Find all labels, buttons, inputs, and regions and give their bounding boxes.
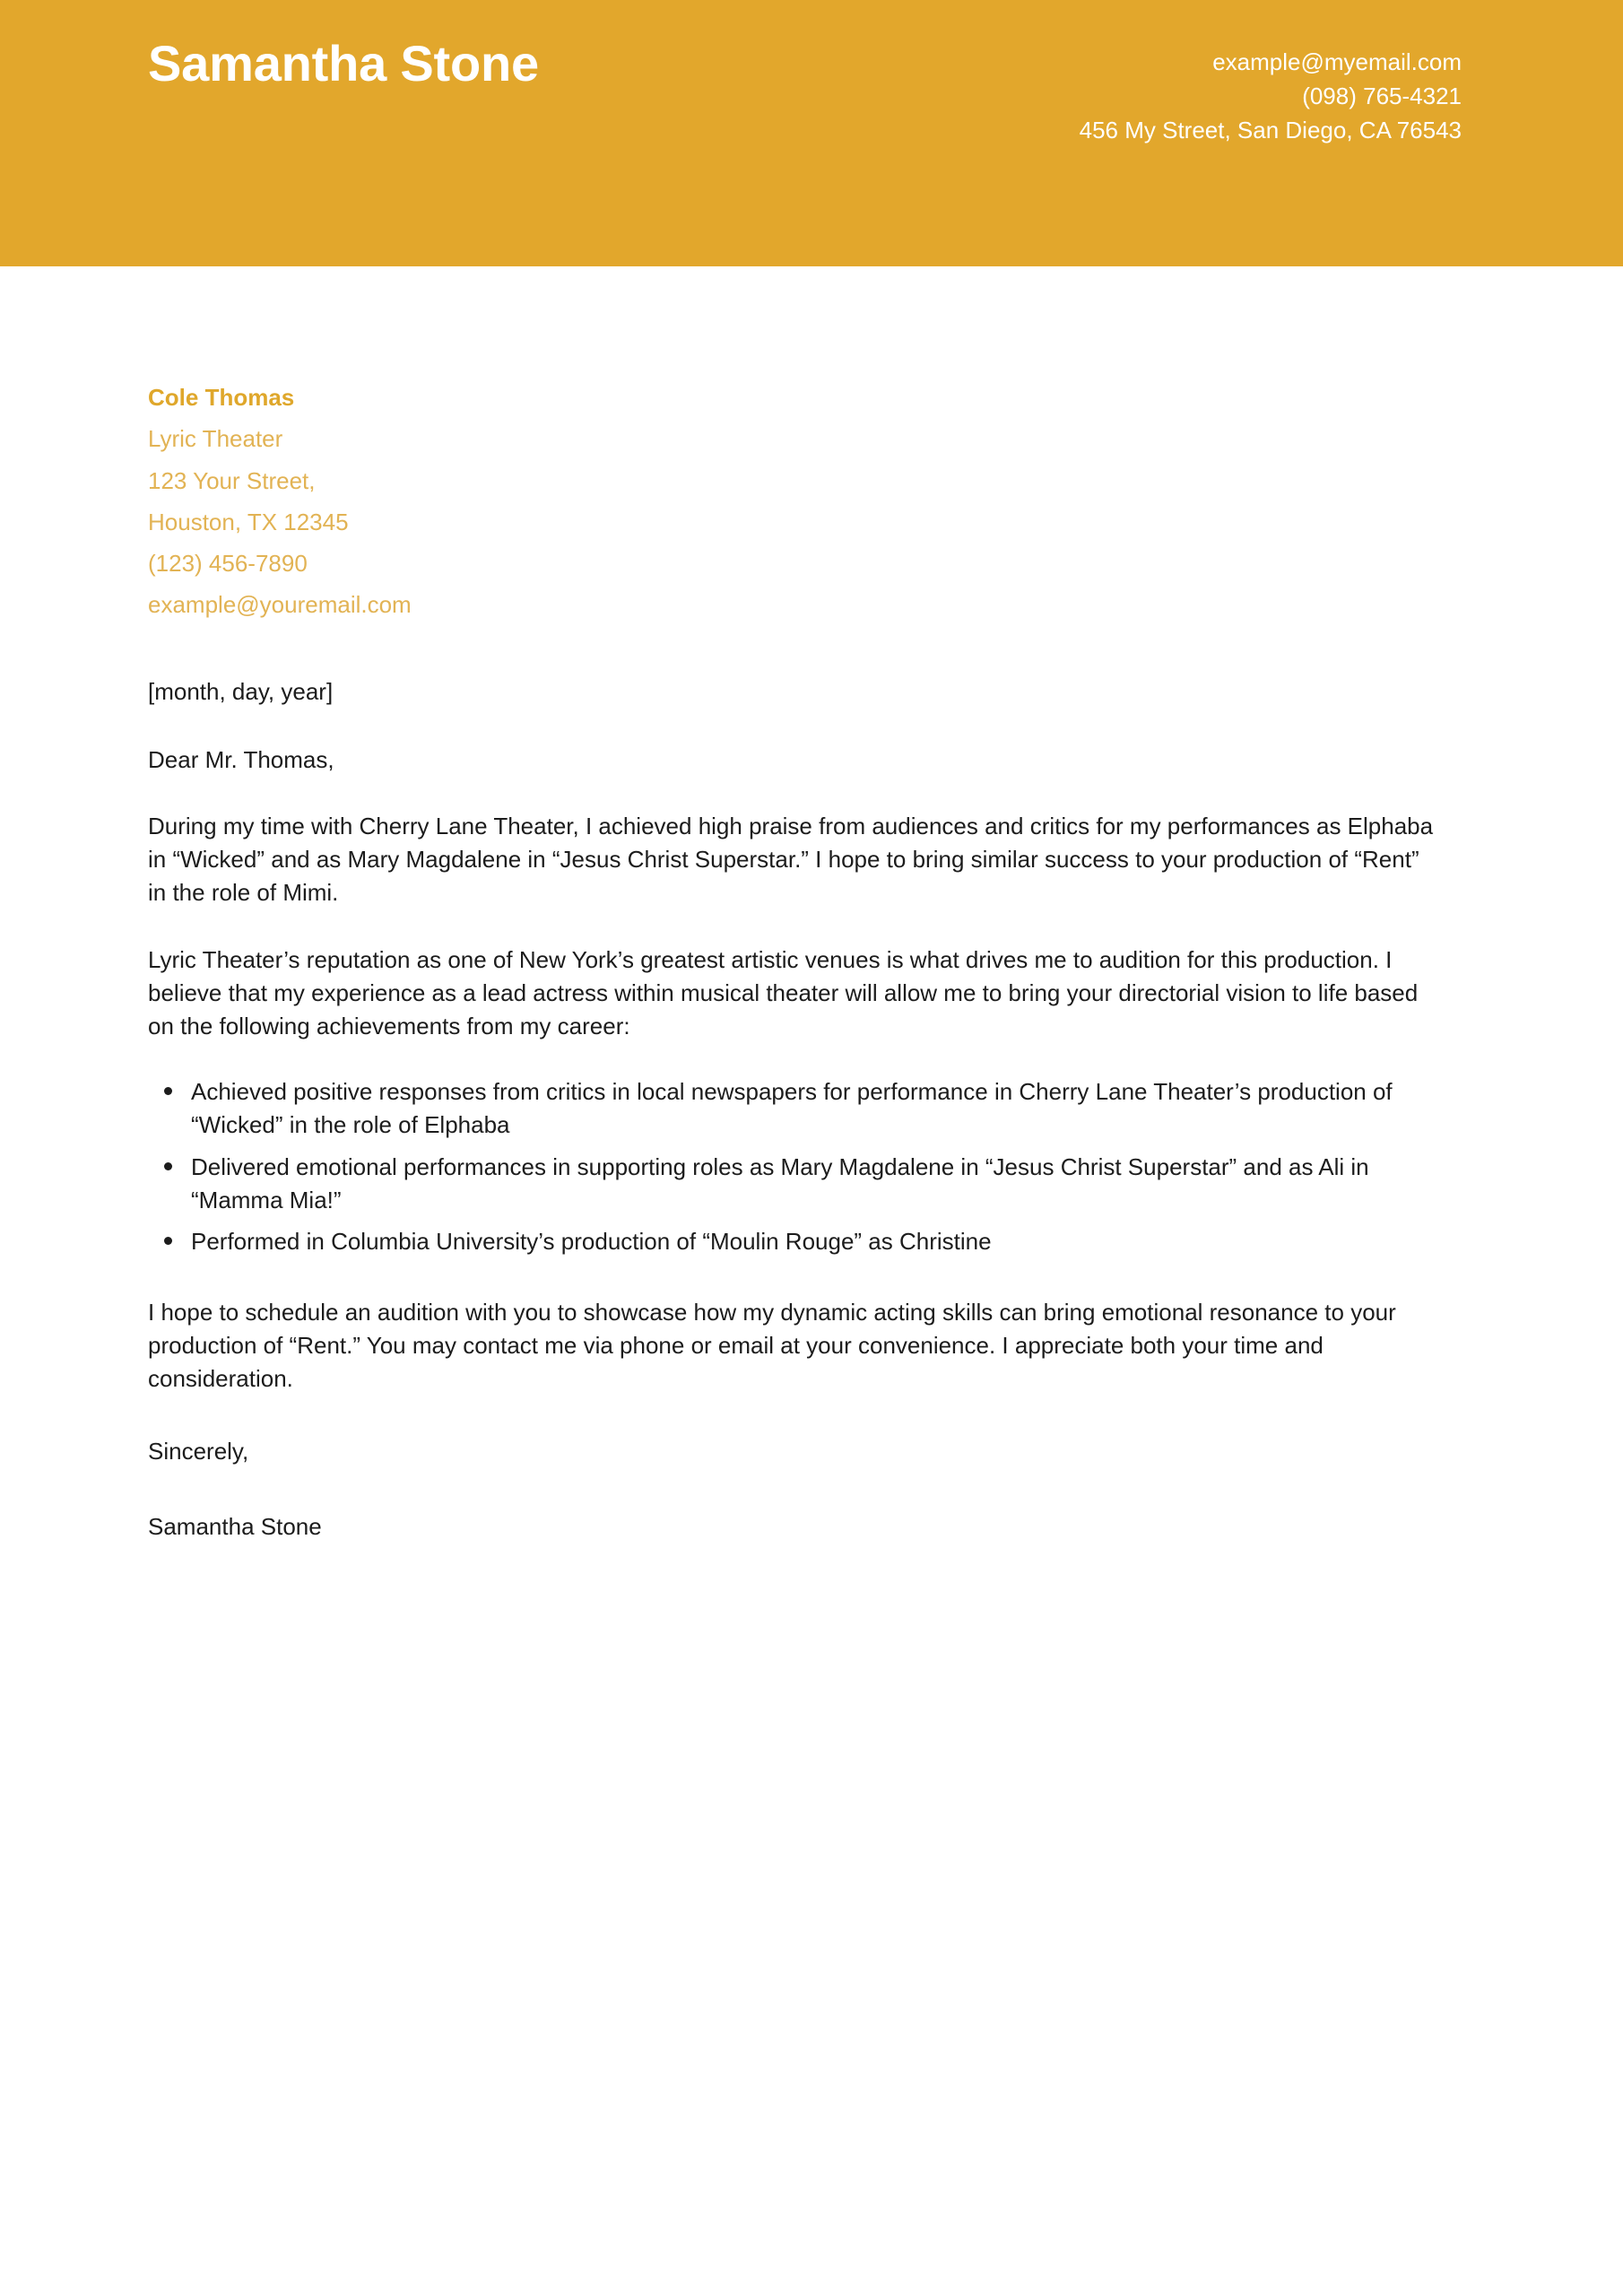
body-paragraph-2: Lyric Theater’s reputation as one of New York’s greatest artistic venues is what drives me to audition for this production. I believe that my experience as a lead actress within musical theater will allow me to bring your directorial vision to life based on the following achievements from my career: bbox=[148, 946, 1419, 1039]
achievement-text: Performed in Columbia University’s production of “Moulin Rouge” as Christine bbox=[191, 1228, 992, 1256]
closing-paragraph: I hope to schedule an audition with you to showcase how my dynamic acting skills can bring emotional resonance to your production of “Rent.” You may contact me via phone or email at your convenience. I appreciate both your time and consideration. bbox=[148, 1299, 1396, 1393]
letter-body bbox=[148, 377, 1441, 1544]
list-item bbox=[148, 1151, 1441, 1217]
recipient-address-block bbox=[148, 377, 1441, 626]
bullet-icon bbox=[164, 1162, 172, 1170]
letterhead-banner bbox=[0, 0, 1623, 266]
sender-email: example@myemail.com bbox=[1212, 48, 1462, 75]
list-item bbox=[148, 1225, 1441, 1258]
recipient-city-state-zip: Houston, TX 12345 bbox=[148, 508, 349, 535]
bullet-icon bbox=[164, 1237, 172, 1245]
recipient-email: example@youremail.com bbox=[148, 591, 412, 619]
letterhead-content bbox=[148, 35, 1462, 148]
achievements-list bbox=[148, 1075, 1441, 1259]
sender-name: Samantha Stone bbox=[148, 35, 539, 91]
recipient-street: 123 Your Street, bbox=[148, 466, 316, 494]
signature-name: Samantha Stone bbox=[148, 1513, 322, 1541]
achievement-text: Delivered emotional performances in supporting roles as Mary Magdalene in “Jesus Christ Superstar” and as Ali in “Mamma Mia!” bbox=[191, 1152, 1369, 1213]
recipient-organization: Lyric Theater bbox=[148, 425, 283, 453]
list-item bbox=[148, 1075, 1441, 1142]
body-paragraph-1: During my time with Cherry Lane Theater, I achieved high praise from audiences and critics for my performances as Elphaba in “Wicked” and as Mary Magdalene in “Jesus Christ Superstar.” I hope to bring similar success to your production of “Rent” in the role of Mimi. bbox=[148, 813, 1434, 907]
sender-address: 456 My Street, San Diego, CA 76543 bbox=[1079, 116, 1462, 144]
sender-contact-block bbox=[1080, 38, 1462, 148]
bullet-icon bbox=[164, 1087, 172, 1095]
letter-date: [month, day, year] bbox=[148, 677, 334, 705]
letter-salutation: Dear Mr. Thomas, bbox=[148, 745, 334, 773]
achievement-text: Achieved positive responses from critics in local newspapers for performance in Cherry Lane Theater’s production of “Wicked” in the role of Elphaba bbox=[191, 1077, 1393, 1138]
recipient-phone: (123) 456-7890 bbox=[148, 550, 308, 578]
recipient-name: Cole Thomas bbox=[148, 384, 295, 411]
sender-phone: (098) 765-4321 bbox=[1302, 82, 1462, 109]
signoff: Sincerely, bbox=[148, 1438, 249, 1465]
